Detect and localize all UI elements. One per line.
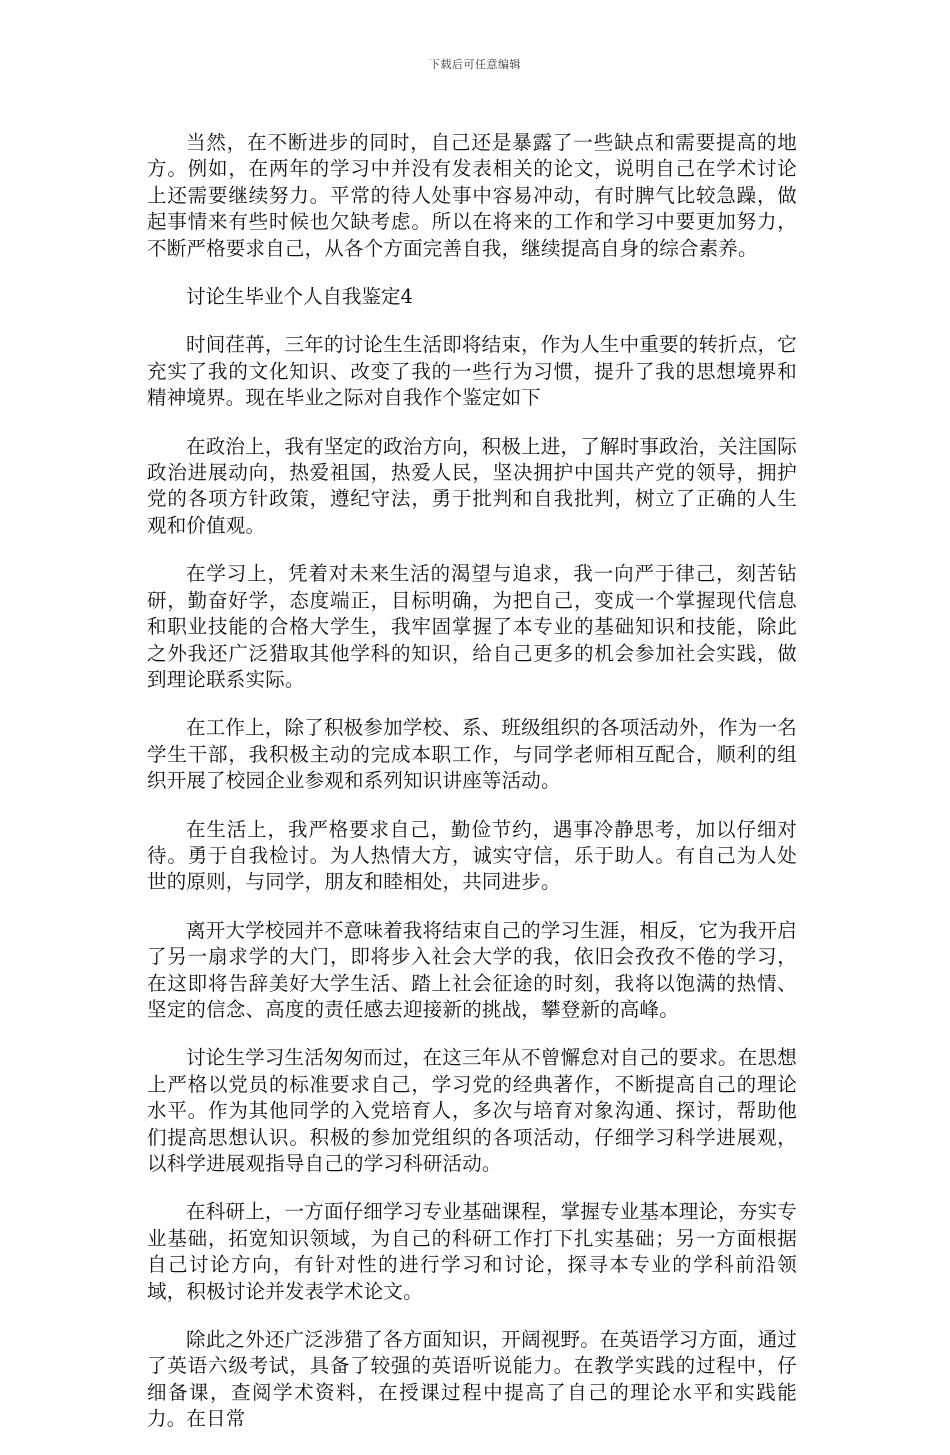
paragraph-politics: 在政治上，我有坚定的政治方向，积极上进，了解时事政治，关注国际政治进展动向，热爱祖国，热爱人民，坚决拥护中国共产党的领导，拥护党的各项方针政策，遵纪守法，勇于批判和自我批判，树立了正确的人生观和价值观。 — [147, 434, 797, 537]
paragraph-research: 在科研上，一方面仔细学习专业基础课程，掌握专业基本理论，夯实专业基础，拓宽知识领域，为自己的科研工作打下扎实基础；另一方面根据自己讨论方向，有针对性的进行学习和讨论，探寻本专业的学科前沿领域，积极讨论并发表学术论文。 — [147, 1200, 797, 1303]
paragraph-life: 在生活上，我严格要求自己，勤俭节约，遇事冷静思考，加以仔细对待。勇于自我检讨。为人热情大方，诚实守信，乐于助人。有自己为人处世的原则，与同学，朋友和睦相处，共同进步。 — [147, 817, 797, 894]
paragraph-study: 在学习上，凭着对未来生活的渴望与追求，我一向严于律己，刻苦钻研，勤奋好学，态度端正，目标明确，为把自己，变成一个掌握现代信息和职业技能的合格大学生，我牢固掌握了本专业的基础知识和技能，除此之外我还广泛猎取其他学科的知识，给自己更多的机会参加社会实践，做到理论联系实际。 — [147, 562, 797, 691]
paragraph-work: 在工作上，除了积极参加学校、系、班级组织的各项活动外，作为一名学生干部，我积极主动的完成本职工作，与同学老师相互配合，顺利的组织开展了校园企业参观和系列知识讲座等活动。 — [147, 716, 797, 793]
paragraph-knowledge: 除此之外还广泛涉猎了各方面知识，开阔视野。在英语学习方面，通过了英语六级考试，具备了较强的英语听说能力。在教学实践的过程中，仔细备课，查阅学术资料，在授课过程中提高了自己的理论水平和实践能力。在日常 — [147, 1328, 797, 1431]
paragraph-party: 讨论生学习生活匆匆而过，在这三年从不曾懈怠对自己的要求。在思想上严格以党员的标准要求自己，学习党的经典著作，不断提高自己的理论水平。作为其他同学的入党培育人，多次与培育对象沟通、探讨，帮助他们提高思想认识。积极的参加党组织的各项活动，仔细学习科学进展观，以科学进展观指导自己的学习科研活动。 — [147, 1046, 797, 1175]
section-heading: 讨论生毕业个人自我鉴定4 — [186, 285, 413, 309]
paragraph-future: 离开大学校园并不意味着我将结束自己的学习生涯，相反，它为我开启了另一扇求学的大门，即将步入社会大学的我，依旧会孜孜不倦的学习，在这即将告辞美好大学生活、踏上社会征途的时刻，我将以饱满的热情、坚定的信念、高度的责任感去迎接新的挑战，攀登新的高峰。 — [147, 918, 797, 1021]
paragraph-intro: 时间荏苒，三年的讨论生生活即将结束，作为人生中重要的转折点，它充实了我的文化知识、改变了我的一些行为习惯，提升了我的思想境界和精神境界。现在毕业之际对自我作个鉴定如下 — [147, 333, 797, 410]
paragraph-shortcomings: 当然，在不断进步的同时，自己还是暴露了一些缺点和需要提高的地方。例如，在两年的学习中并没有发表相关的论文，说明自己在学术讨论上还需要继续努力。平常的待人处事中容易冲动，有时脾气比较急躁，做起事情来有些时候也欠缺考虑。所以在将来的工作和学习中要更加努力，不断严格要求自己，从各个方面完善自我，继续提高自身的综合素养。 — [147, 131, 797, 260]
document-body — [147, 130, 797, 1455]
page-header: 下载后可任意编辑 — [429, 58, 521, 71]
